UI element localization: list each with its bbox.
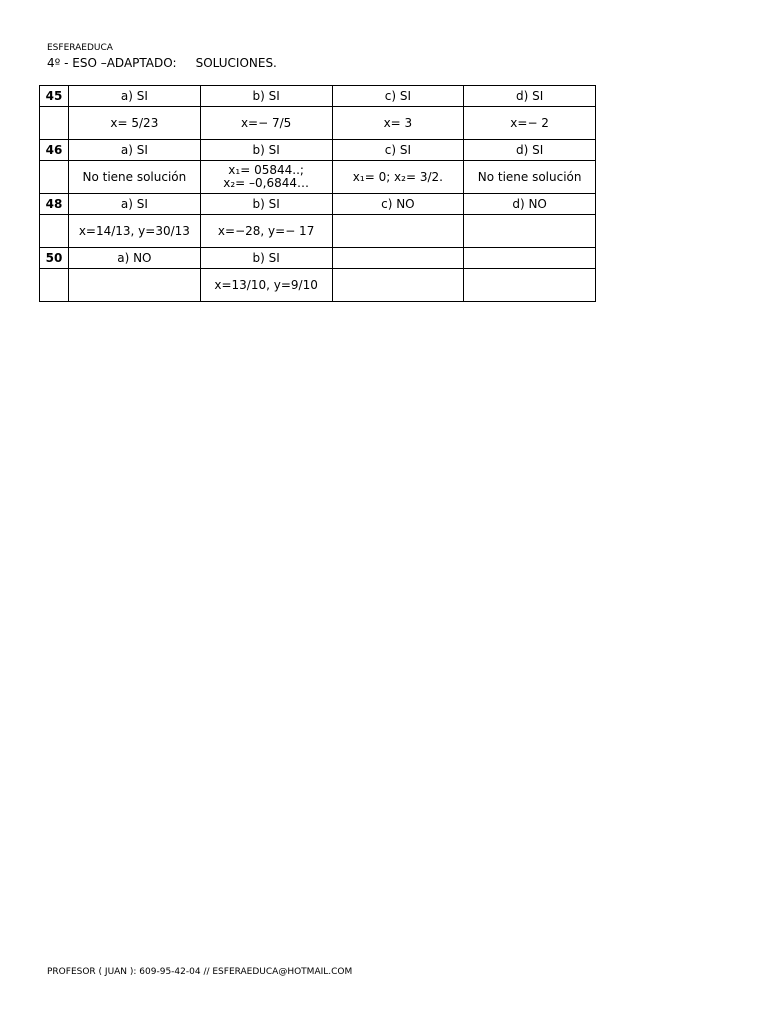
footer-contact: PROFESOR ( JUAN ): 609-95-42-04 // ESFERAEDUCA@HOTMAIL.COM <box>47 967 353 977</box>
option-b: b) SI <box>200 248 332 269</box>
answer-d <box>464 269 596 302</box>
option-c: c) SI <box>332 140 464 161</box>
exercise-number: 46 <box>40 140 69 161</box>
answer-c <box>332 269 464 302</box>
option-c <box>332 248 464 269</box>
option-b: b) SI <box>200 140 332 161</box>
option-a: a) SI <box>69 194 201 215</box>
exercise-45-options-row <box>40 86 596 107</box>
option-b: b) SI <box>200 86 332 107</box>
answer-b-line-1: x₁= 05844..; <box>228 163 304 177</box>
answer-c <box>332 215 464 248</box>
answer-b: x=−28, y=− 17 <box>200 215 332 248</box>
answer-b-line-2: x₂= –0,6844… <box>223 176 310 190</box>
option-d: d) SI <box>464 140 596 161</box>
empty-cell <box>40 215 69 248</box>
solutions-table <box>39 85 596 302</box>
answer-b <box>200 161 332 194</box>
answer-b: x=13/10, y=9/10 <box>200 269 332 302</box>
answer-a: No tiene solución <box>69 161 201 194</box>
answer-a: x= 5/23 <box>69 107 201 140</box>
page-title: 4º - ESO –ADAPTADO: SOLUCIONES. <box>47 56 277 70</box>
exercise-46-options-row <box>40 140 596 161</box>
exercise-45-answers-row <box>40 107 596 140</box>
exercise-number: 50 <box>40 248 69 269</box>
empty-cell <box>40 107 69 140</box>
exercise-50-answers-row <box>40 269 596 302</box>
brand-label: ESFERAEDUCA <box>47 43 113 53</box>
exercise-48-answers-row <box>40 215 596 248</box>
option-d: d) SI <box>464 86 596 107</box>
option-a: a) NO <box>69 248 201 269</box>
answer-a <box>69 269 201 302</box>
option-c: c) NO <box>332 194 464 215</box>
answer-c: x= 3 <box>332 107 464 140</box>
answer-d: x=− 2 <box>464 107 596 140</box>
option-d <box>464 248 596 269</box>
answer-a: x=14/13, y=30/13 <box>69 215 201 248</box>
exercise-48-options-row <box>40 194 596 215</box>
option-a: a) SI <box>69 86 201 107</box>
exercise-46-answers-row <box>40 161 596 194</box>
answer-b: x=− 7/5 <box>200 107 332 140</box>
exercise-number: 48 <box>40 194 69 215</box>
empty-cell <box>40 161 69 194</box>
empty-cell <box>40 269 69 302</box>
answer-c: x₁= 0; x₂= 3/2. <box>332 161 464 194</box>
exercise-50-options-row <box>40 248 596 269</box>
option-b: b) SI <box>200 194 332 215</box>
answer-d: No tiene solución <box>464 161 596 194</box>
answer-d <box>464 215 596 248</box>
option-c: c) SI <box>332 86 464 107</box>
option-a: a) SI <box>69 140 201 161</box>
exercise-number: 45 <box>40 86 69 107</box>
option-d: d) NO <box>464 194 596 215</box>
